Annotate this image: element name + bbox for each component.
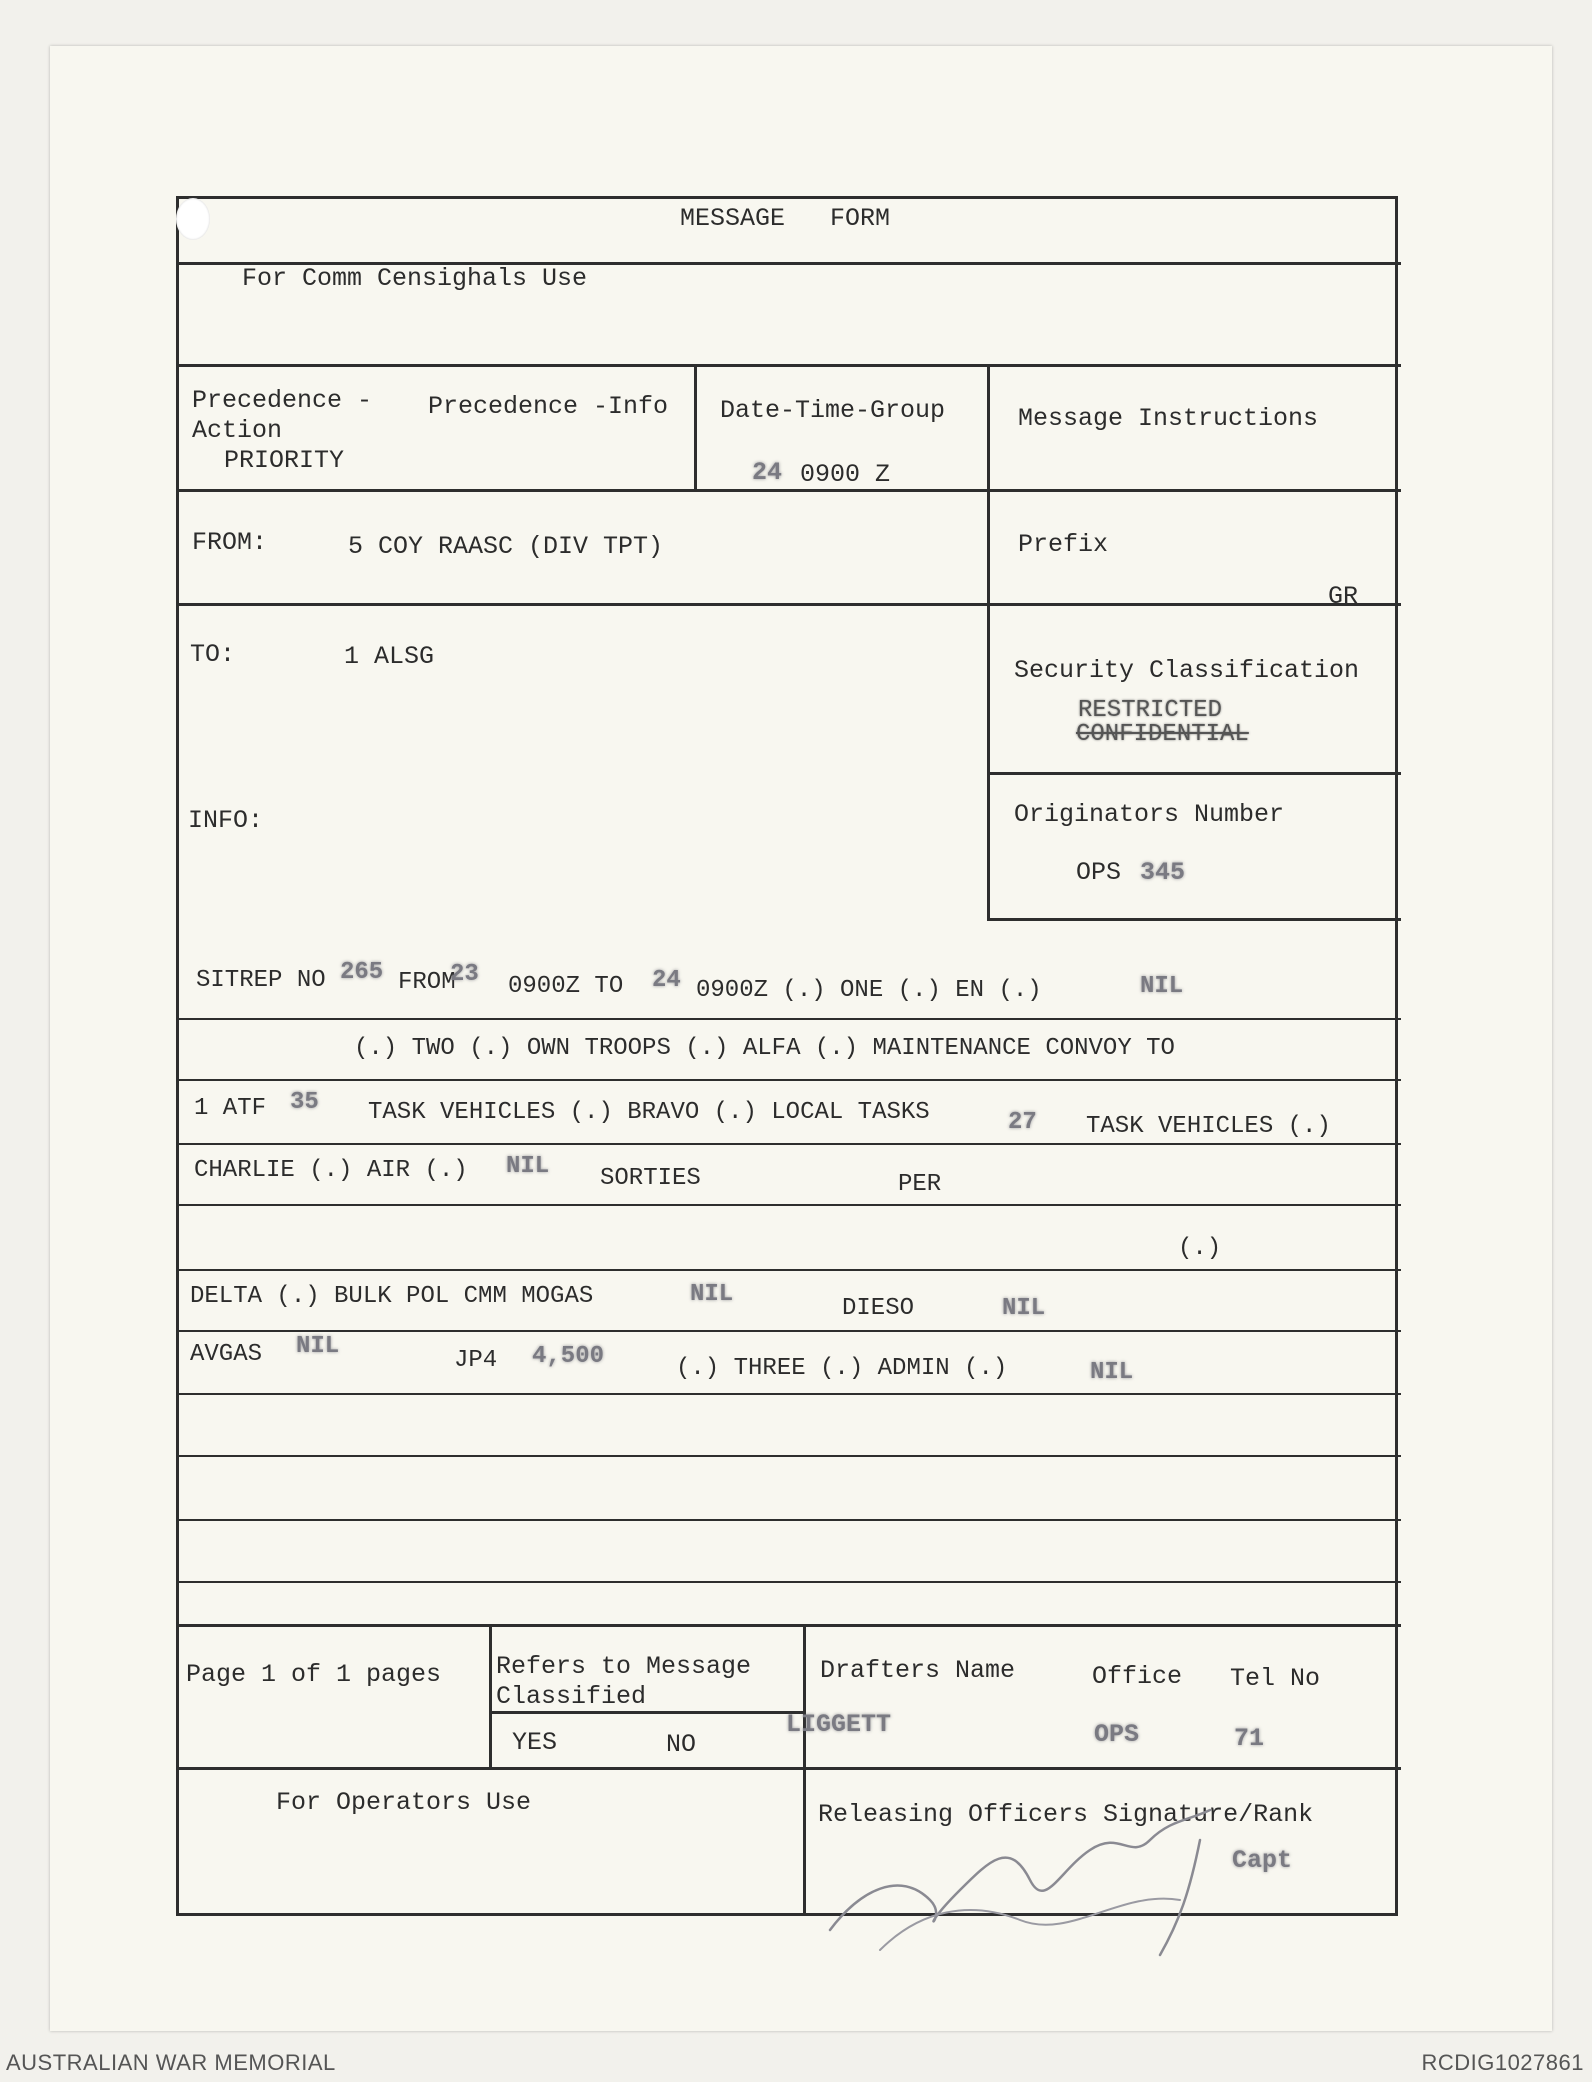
body-line-7 xyxy=(179,1393,1401,1395)
body-line-8 xyxy=(179,1455,1401,1457)
rule-operators xyxy=(179,1767,1401,1770)
from-value: 5 COY RAASC (DIV TPT) xyxy=(348,532,664,561)
body-l1-a: SITREP NO xyxy=(196,967,326,994)
security-value: CONFIDENTIAL xyxy=(1076,721,1249,748)
form-title: MESSAGE FORM xyxy=(680,204,891,233)
office-label: Office xyxy=(1092,1662,1183,1691)
drafters-label: Drafters Name xyxy=(820,1656,1016,1685)
body-l3-a: 1 ATF xyxy=(194,1095,267,1122)
prefix-value: GR xyxy=(1328,582,1359,611)
body-line-2 xyxy=(179,1079,1401,1081)
precedence-info-label: Precedence -Info xyxy=(428,392,669,421)
body-l4-d: PER xyxy=(898,1171,942,1198)
to-label: TO: xyxy=(190,640,236,669)
body-l3-c: TASK VEHICLES (.) BRAVO (.) LOCAL TASKS xyxy=(368,1099,930,1126)
body-line-1 xyxy=(179,1018,1401,1020)
message-instructions-label: Message Instructions xyxy=(1018,404,1319,433)
rule-originators xyxy=(987,918,1401,921)
body-l5: (.) xyxy=(1178,1235,1222,1262)
archive-caption-right: RCDIG1027861 xyxy=(1421,2050,1584,2075)
page-label: Page 1 of 1 pages xyxy=(186,1660,442,1689)
vrule-right-column xyxy=(987,489,990,918)
body-l7-e: (.) THREE (.) ADMIN (.) xyxy=(676,1355,1008,1382)
tel-value: 71 xyxy=(1234,1724,1265,1753)
rule-precedence xyxy=(179,489,1401,492)
operators-label: For Operators Use xyxy=(276,1788,532,1817)
rule-comm xyxy=(179,364,1401,367)
body-l6-c: DIESO xyxy=(842,1295,915,1322)
dtg-day: 24 xyxy=(752,458,783,487)
vrule-dtg-right xyxy=(987,364,990,489)
to-value: 1 ALSG xyxy=(344,642,435,671)
from-label: FROM: xyxy=(192,528,268,557)
drafters-value: LIGGETT xyxy=(786,1710,892,1739)
rule-security xyxy=(987,772,1401,775)
originators-number: 345 xyxy=(1140,858,1186,887)
security-label: Security Classification xyxy=(1014,656,1360,685)
officer-signature xyxy=(820,1780,1300,1960)
dtg-time: 0900 Z xyxy=(800,460,891,489)
body-l1-to: 24 xyxy=(652,967,681,994)
originators-label: Originators Number xyxy=(1014,800,1285,829)
body-l4-c: SORTIES xyxy=(600,1165,701,1192)
body-l4-a: CHARLIE (.) AIR (.) xyxy=(194,1157,468,1184)
body-l6-d: NIL xyxy=(1002,1295,1046,1322)
body-l7-d: 4,500 xyxy=(532,1343,605,1370)
rule-footer-top xyxy=(179,1624,1401,1627)
releasing-rank: Capt xyxy=(1232,1846,1293,1875)
refers-yes: YES xyxy=(512,1728,558,1757)
comm-centre-label: For Comm Censighals Use xyxy=(242,264,588,293)
body-line-3 xyxy=(179,1143,1401,1145)
info-label: INFO: xyxy=(188,806,264,835)
body-l1-d: 0900Z (.) ONE (.) EN (.) xyxy=(696,977,1042,1004)
releasing-label: Releasing Officers Signature/Rank xyxy=(818,1800,1314,1829)
body-l4-b: NIL xyxy=(506,1153,550,1180)
body-l2: (.) TWO (.) OWN TROOPS (.) ALFA (.) MAINTENANCE CONVOY TO xyxy=(354,1035,1175,1062)
vrule-page xyxy=(489,1624,492,1767)
body-line-4 xyxy=(179,1204,1401,1206)
originators-prefix: OPS xyxy=(1076,858,1122,887)
body-l1-e: NIL xyxy=(1140,973,1184,1000)
body-l3-b: 35 xyxy=(290,1089,319,1116)
body-l7-b: NIL xyxy=(296,1333,340,1360)
body-l7-a: AVGAS xyxy=(190,1341,263,1368)
office-value: OPS xyxy=(1094,1720,1140,1749)
vrule-drafters xyxy=(803,1624,806,1916)
body-l3-e: TASK VEHICLES (.) xyxy=(1086,1113,1331,1140)
body-line-9 xyxy=(179,1519,1401,1521)
body-l1-b: FROM xyxy=(398,969,456,996)
rule-from xyxy=(179,603,1401,606)
punch-hole xyxy=(176,198,210,240)
body-l1-from: 23 xyxy=(450,961,479,988)
body-l1-no: 265 xyxy=(340,959,384,986)
dtg-label: Date-Time-Group xyxy=(720,396,946,425)
body-line-10 xyxy=(179,1581,1401,1583)
body-line-6 xyxy=(179,1330,1401,1332)
vrule-dtg-left xyxy=(694,364,697,489)
prefix-label: Prefix xyxy=(1018,530,1109,559)
security-struck: RESTRICTED xyxy=(1078,697,1223,724)
refers-no: NO xyxy=(666,1730,697,1759)
body-line-5 xyxy=(179,1269,1401,1271)
body-l1-c: 0900Z TO xyxy=(508,973,624,1000)
body-l3-d: 27 xyxy=(1008,1109,1037,1136)
refers-label: Refers to Message Classified xyxy=(496,1652,752,1711)
body-l6-a: DELTA (.) BULK POL CMM MOGAS xyxy=(190,1283,594,1310)
tel-label: Tel No xyxy=(1230,1664,1321,1693)
body-l6-b: NIL xyxy=(690,1281,734,1308)
precedence-action-label: Precedence - Action xyxy=(192,386,373,445)
archive-caption-left: AUSTRALIAN WAR MEMORIAL xyxy=(6,2050,336,2075)
body-l7-c: JP4 xyxy=(454,1347,498,1374)
precedence-action-value: PRIORITY xyxy=(224,446,345,475)
body-l7-f: NIL xyxy=(1090,1359,1134,1386)
